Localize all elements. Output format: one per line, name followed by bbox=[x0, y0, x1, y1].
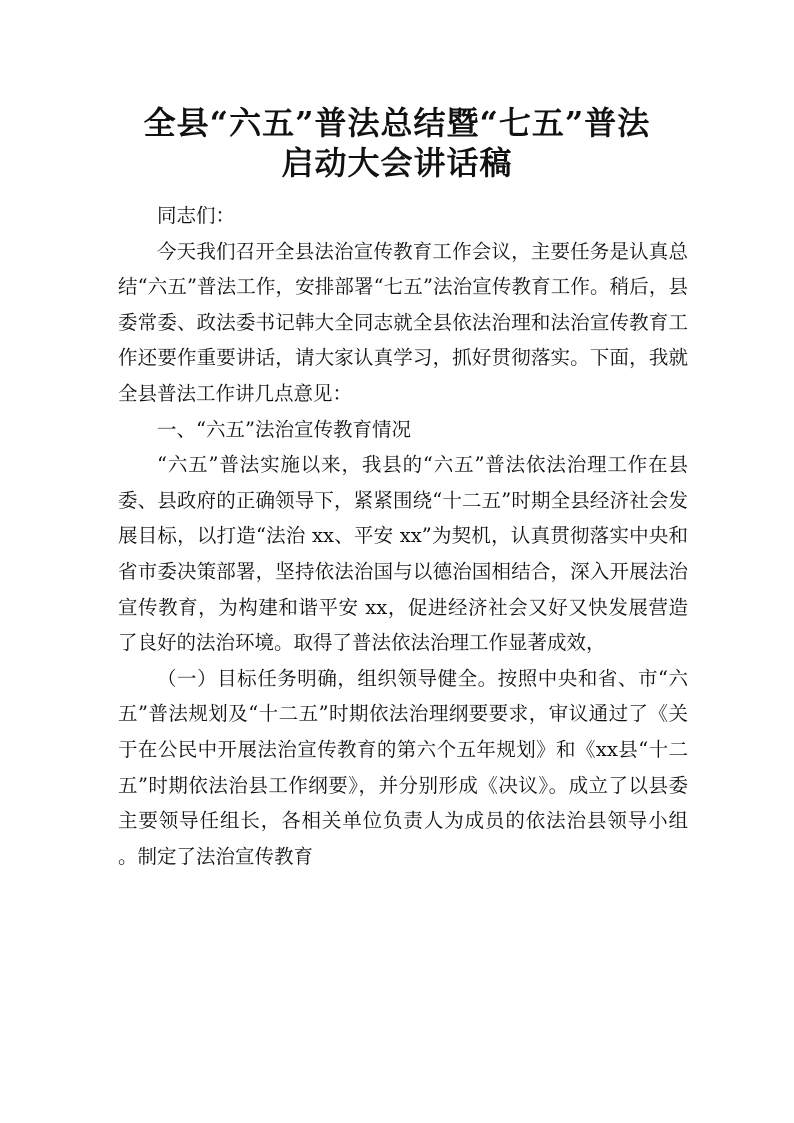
paragraph-subsection-1: （一）目标任务明确，组织领导健全。按照中央和省、市“六五”普法规划及“十二五”时期依法治理纲要要求，审议通过了《关于在公民中开展法治宣传教育的第六个五年规划》和《xx县“十二五”时期依法治县工作纲要》，并分别形成《决议》。成立了以县委主要领导任组长，各相关单位负责人为成员的依法治县领导小组 。制定了法治宣传教育 bbox=[118, 666, 688, 868]
section-heading-1: 一、“六五”法治宣传教育情况 bbox=[157, 417, 411, 441]
document-body bbox=[118, 198, 688, 874]
paragraph-overview: “六五”普法实施以来，我县的“六五”普法依法治理工作在县委、县政府的正确领导下，紧紧围绕“十二五”时期全县经济社会发展目标，以打造“法治 xx、平安 xx”为契机，认真贯彻落实中央和省市委决策部署，坚持依法治国与以德治国相结合，深入开展法治宣传教育，为构建和谐平安 xx，促进经济社会又好又快发展营造了良好的法治环境。取得了普法依法治理工作显著成效， bbox=[118, 453, 688, 655]
paragraph-intro: 今天我们召开全县法治宣传教育工作会议，主要任务是认真总结“六五”普法工作，安排部署“七五”法治宣传教育工作。稍后，县委常委、政法委书记韩大全同志就全县依法治理和法治宣传教育工作还要作重要讲话，请大家认真学习，抓好贯彻落实。下面，我就全县普法工作讲几点意见： bbox=[118, 239, 688, 405]
salutation: 同志们： bbox=[157, 204, 236, 227]
document-title-line-2: 启动大会讲话稿 bbox=[281, 144, 513, 182]
document-title-line-1: 全县“六五”普法总结暨“七五”普法 bbox=[143, 104, 651, 142]
